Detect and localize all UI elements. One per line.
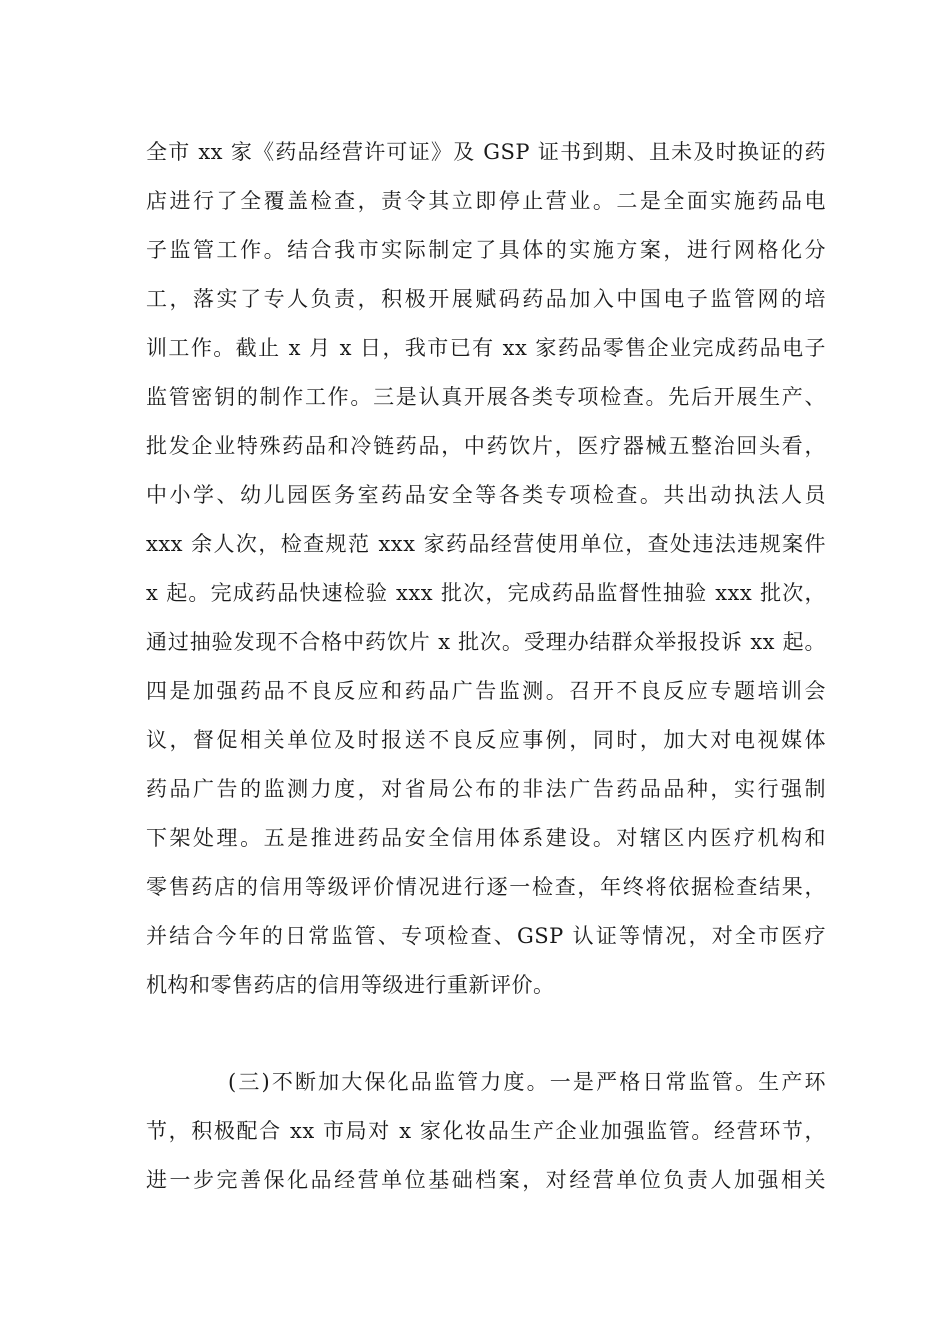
paragraph-1-line-4: 工，落实了专人负责，积极开展赋码药品加入中国电子监管网的培 xyxy=(146,287,826,311)
paragraph-1-line-12: 四是加强药品不良反应和药品广告监测。召开不良反应专题培训会 xyxy=(146,679,826,703)
paragraph-1-line-10: x 起。完成药品快速检验 xxx 批次，完成药品监督性抽验 xxx 批次， xyxy=(146,581,826,605)
paragraph-1-line-7: 批发企业特殊药品和冷链药品，中药饮片，医疗器械五整治回头看， xyxy=(146,434,826,458)
paragraph-1-line-5: 训工作。截止 x 月 x 日，我市已有 xx 家药品零售企业完成药品电子 xyxy=(146,336,826,360)
paragraph-1-line-1: 全市 xx 家《药品经营许可证》及 GSP 证书到期、且未及时换证的药 xyxy=(146,140,826,164)
paragraph-2-line-2: 节，积极配合 xx 市局对 x 家化妆品生产企业加强监管。经营环节， xyxy=(146,1119,826,1143)
paragraph-2-line-3: 进一步完善保化品经营单位基础档案，对经营单位负责人加强相关 xyxy=(146,1168,826,1192)
paragraph-1-line-8: 中小学、幼儿园医务室药品安全等各类专项检查。共出动执法人员 xyxy=(146,483,826,507)
paragraph-1-line-3: 子监管工作。结合我市实际制定了具体的实施方案，进行网格化分 xyxy=(146,238,826,262)
paragraph-1-line-15: 下架处理。五是推进药品安全信用体系建设。对辖区内医疗机构和 xyxy=(146,826,826,850)
paragraph-1-line-2: 店进行了全覆盖检查，责令其立即停止营业。二是全面实施药品电 xyxy=(146,189,826,213)
paragraph-1-line-16: 零售药店的信用等级评价情况进行逐一检查，年终将依据检查结果， xyxy=(146,875,826,899)
paragraph-1-line-17: 并结合今年的日常监管、专项检查、GSP 认证等情况，对全市医疗 xyxy=(146,924,826,948)
paragraph-1-line-13: 议，督促相关单位及时报送不良反应事例，同时，加大对电视媒体 xyxy=(146,728,826,752)
paragraph-2-line-1: (三)不断加大保化品监管力度。一是严格日常监管。生产环 xyxy=(228,1070,826,1094)
paragraph-1-line-6: 监管密钥的制作工作。三是认真开展各类专项检查。先后开展生产、 xyxy=(146,385,826,409)
paragraph-1-line-18: 机构和零售药店的信用等级进行重新评价。 xyxy=(146,973,555,997)
paragraph-1-line-9: xxx 余人次，检查规范 xxx 家药品经营使用单位，查处违法违规案件 xyxy=(146,532,826,556)
paragraph-1-line-14: 药品广告的监测力度，对省局公布的非法广告药品品种，实行强制 xyxy=(146,777,826,801)
paragraph-1-line-11: 通过抽验发现不合格中药饮片 x 批次。受理办结群众举报投诉 xx 起。 xyxy=(146,630,826,654)
